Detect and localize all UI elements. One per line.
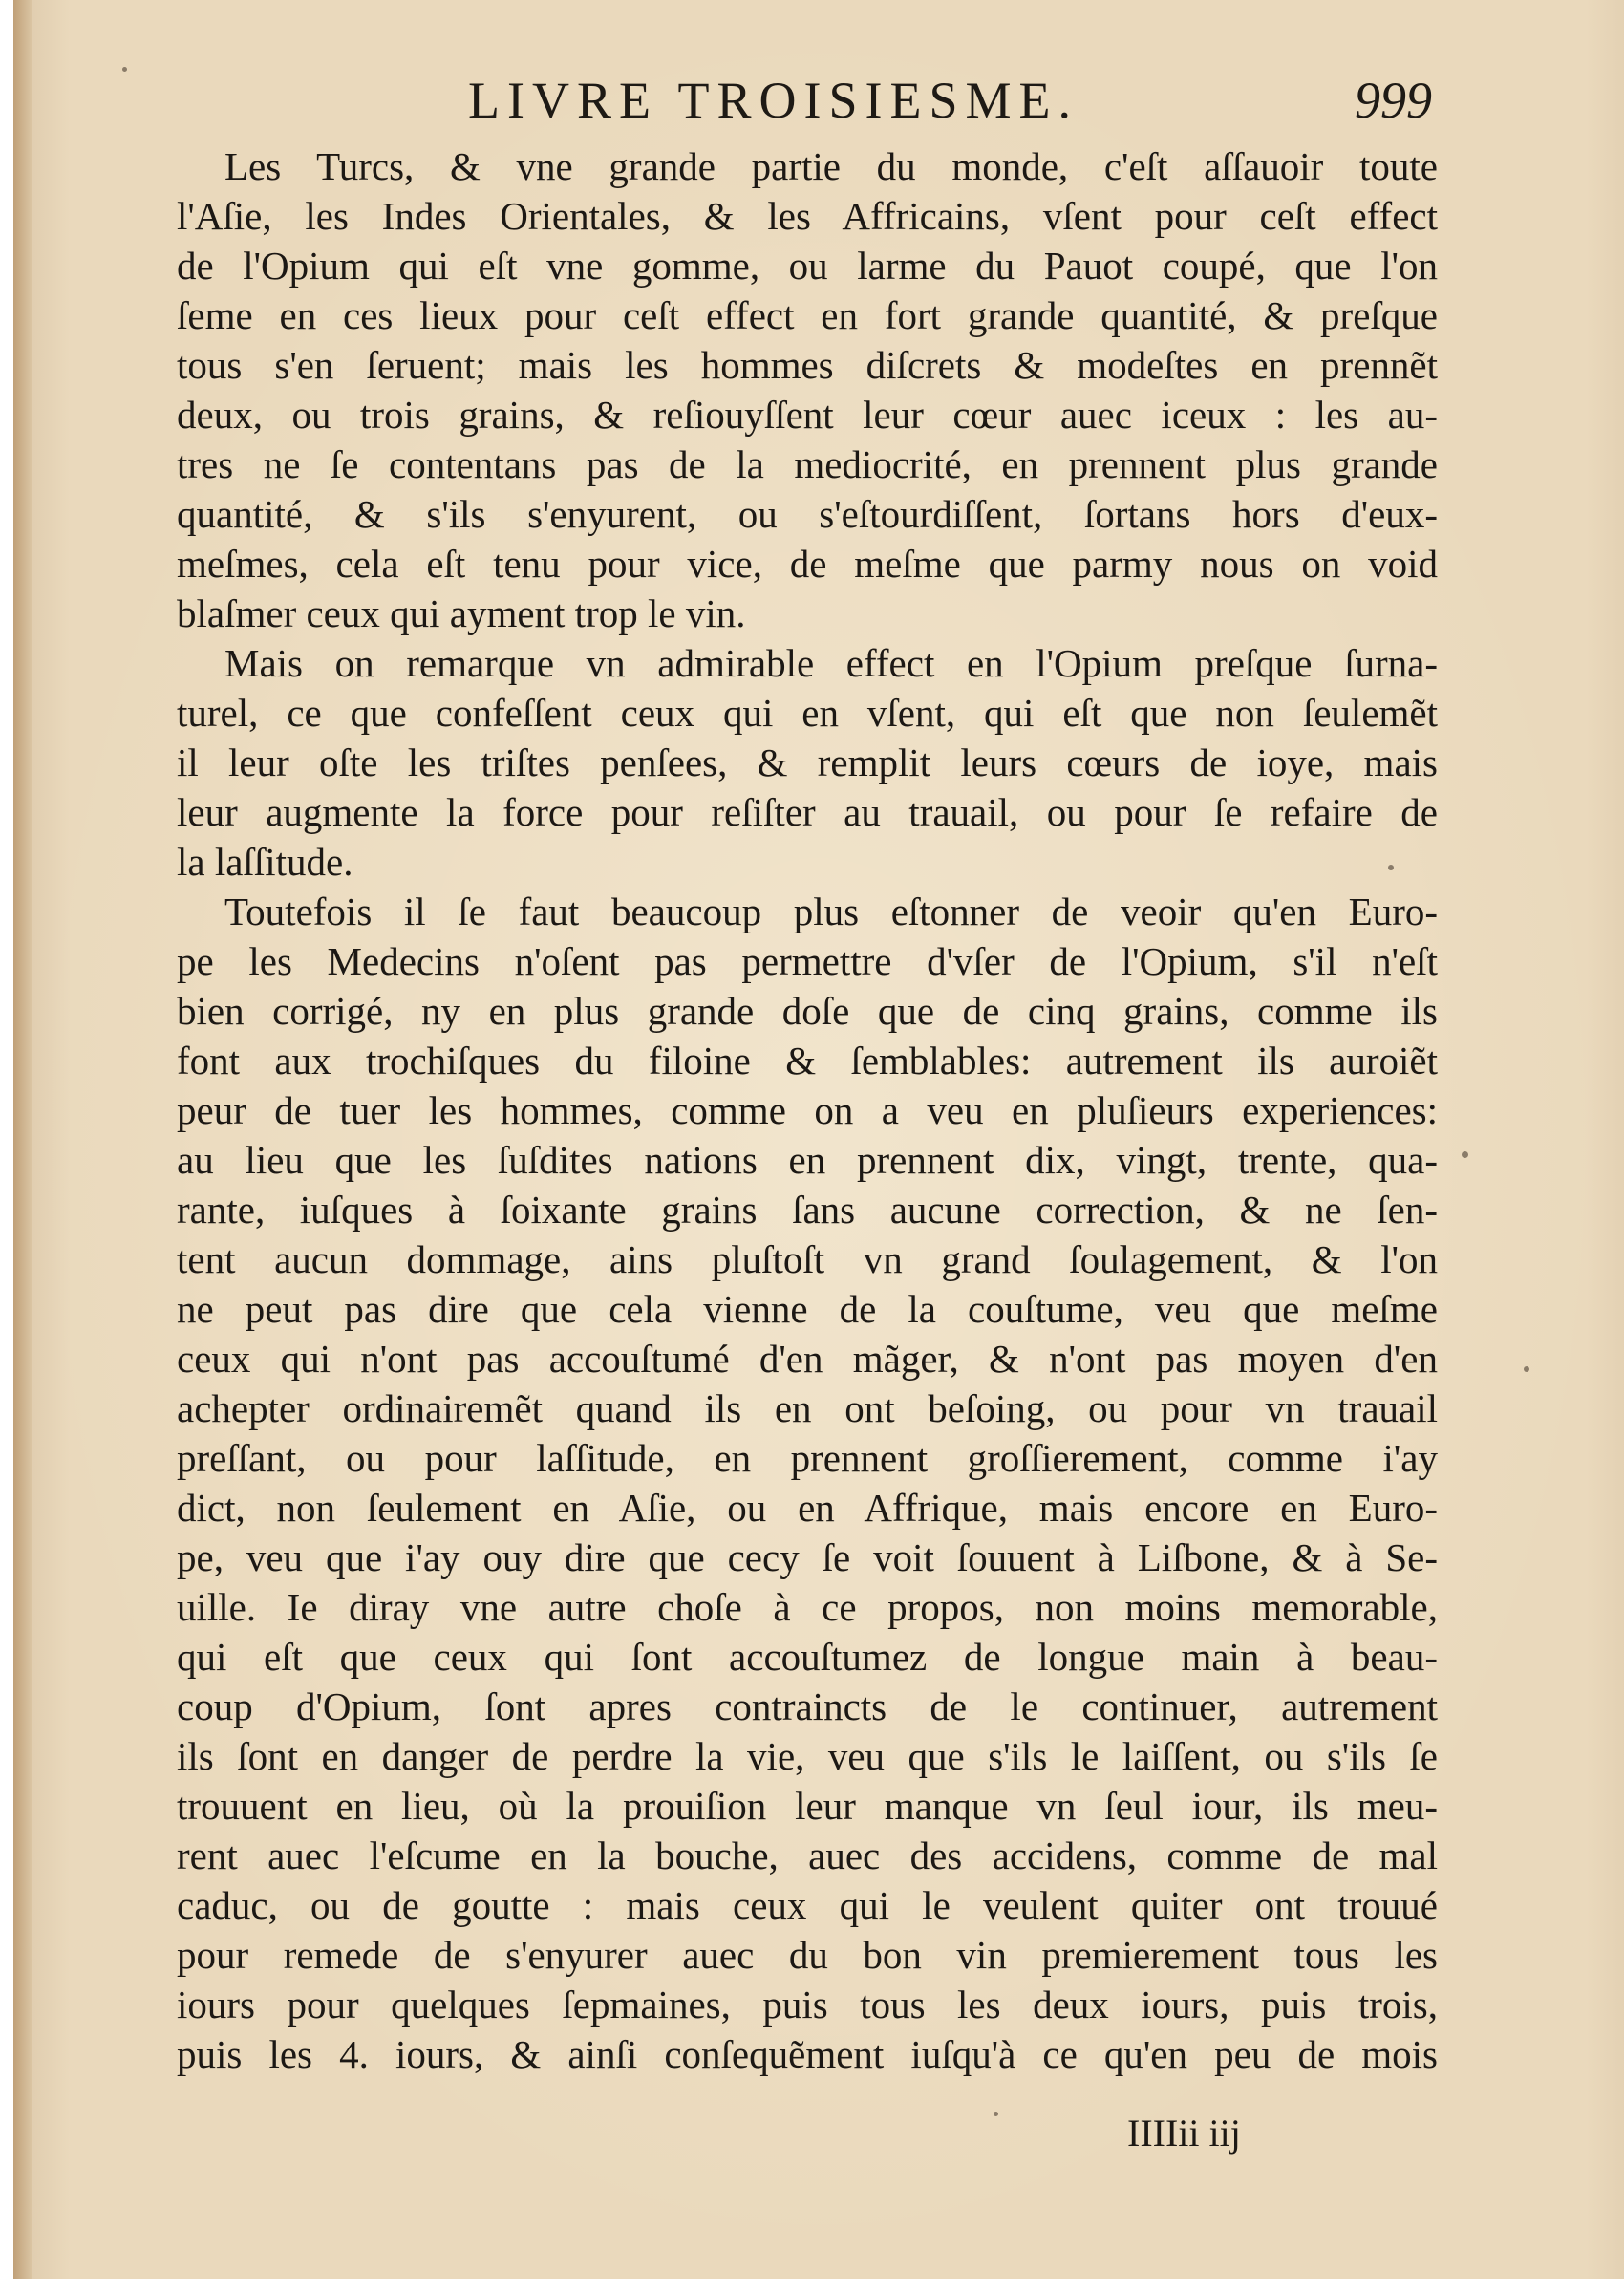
text-line: la laſſitude. [177,840,353,884]
paragraph [177,141,1438,638]
text-line: quantité, & s'ils s'enyurent, ou s'eſtourdiſſent, ſortans hors d'eux- [177,492,1438,536]
text-line: coup d'Opium, ſont apres contraincts de le continuer, autrement [177,1684,1438,1728]
text-line: peur de tuer les hommes, comme on a veu en pluſieurs experiences: [177,1088,1438,1132]
text-line: deux, ou trois grains, & reſiouyſſent leur cœur auec iceux : les au- [177,393,1438,437]
signature-mark: IIIIii iij [1127,2112,1241,2155]
ink-speck [994,2112,998,2116]
text-line: il leur oſte les triſtes penſees, & remplit leurs cœurs de ioye, mais [177,740,1438,784]
text-line: meſmes, cela eſt tenu pour vice, de meſme que parmy nous on void [177,542,1438,586]
text-line: bien corrigé, ny en plus grande doſe que de cinq grains, comme ils [177,989,1438,1033]
page-number: 999 [1355,72,1432,129]
text-line: rante, iuſques à ſoixante grains ſans aucune correction, & ne ſen- [177,1188,1438,1232]
text-line: trouuent en lieu, où la prouiſion leur manque vn ſeul iour, ils meu- [177,1784,1438,1828]
text-line: ne peut pas dire que cela vienne de la couſtume, veu que meſme [177,1287,1438,1331]
ink-speck [122,67,127,72]
text-line: puis les 4. iours, & ainſi conſequẽment iuſqu'à ce qu'en peu de mois [177,2032,1438,2076]
body-text [177,141,1438,2079]
text-line: ils ſont en danger de perdre la vie, veu que s'ils le laiſſent, ou s'ils ſe [177,1734,1438,1778]
ink-speck [1388,865,1394,870]
text-line: preſſant, ou pour laſſitude, en prennent groſſierement, comme i'ay [177,1436,1438,1480]
text-line: Mais on remarque vn admirable effect en l'Opium preſque ſurna- [224,641,1438,685]
text-line: iours pour quelques ſepmaines, puis tous les deux iours, puis trois, [177,1983,1438,2027]
text-line: pour remede de s'enyurer auec du bon vin premierement tous les [177,1933,1438,1977]
text-line: dict, non ſeulement en Aſie, ou en Affrique, mais encore en Euro- [177,1486,1438,1530]
text-line: tous s'en ſeruent; mais les hommes diſcrets & modeſtes en prennẽt [177,343,1438,387]
page-header [0,67,1624,134]
running-title: LIVRE TROISIESME. [468,72,1079,129]
page-spine-shadow [13,0,32,2279]
text-line: de l'Opium qui eſt vne gomme, ou larme du Pauot coupé, que l'on [177,244,1438,288]
text-line: blaſmer ceux qui ayment trop le vin. [177,591,746,635]
ink-speck [1462,1151,1468,1158]
text-line: l'Aſie, les Indes Orientales, & les Affricains, vſent pour ceſt effect [177,194,1438,238]
text-line: au lieu que les ſuſdites nations en prennent dix, vingt, trente, qua- [177,1138,1438,1182]
ink-speck [1524,1366,1529,1372]
text-line: tres ne ſe contentans pas de la mediocrité, en prennent plus grande [177,442,1438,486]
paragraph [177,638,1438,887]
text-line: leur augmente la force pour reſiſter au trauail, ou pour ſe refaire de [177,790,1438,834]
text-line: Toutefois il ſe faut beaucoup plus eſtonner de veoir qu'en Euro- [224,890,1438,933]
text-line: ceux qui n'ont pas accouſtumé d'en mãger, & n'ont pas moyen d'en [177,1337,1438,1381]
text-line: qui eſt que ceux qui ſont accouſtumez de longue main à beau- [177,1635,1438,1679]
text-line: font aux trochiſques du filoine & ſemblables: autrement ils auroiẽt [177,1039,1438,1083]
paragraph [177,887,1438,2079]
text-line: uille. Ie diray vne autre choſe à ce propos, non moins memorable, [177,1585,1438,1629]
text-line: rent auec l'eſcume en la bouche, auec des accidens, comme de mal [177,1834,1438,1877]
text-line: pe les Medecins n'oſent pas permettre d'vſer de l'Opium, s'il n'eſt [177,939,1438,983]
text-line: tent aucun dommage, ains pluſtoſt vn grand ſoulagement, & l'on [177,1237,1438,1281]
text-line: pe, veu que i'ay ouy dire que cecy ſe voit ſouuent à Liſbone, & à Se- [177,1535,1438,1579]
text-line: caduc, ou de goutte : mais ceux qui le veulent quiter ont trouué [177,1883,1438,1927]
text-line: achepter ordinairemẽt quand ils en ont beſoing, ou pour vn trauail [177,1386,1438,1430]
text-line: Les Turcs, & vne grande partie du monde, c'eſt aſſauoir toute [224,144,1438,188]
text-line: turel, ce que confeſſent ceux qui en vſent, qui eſt que non ſeulemẽt [177,691,1438,735]
text-line: ſeme en ces lieux pour ceſt effect en fort grande quantité, & preſque [177,293,1438,337]
